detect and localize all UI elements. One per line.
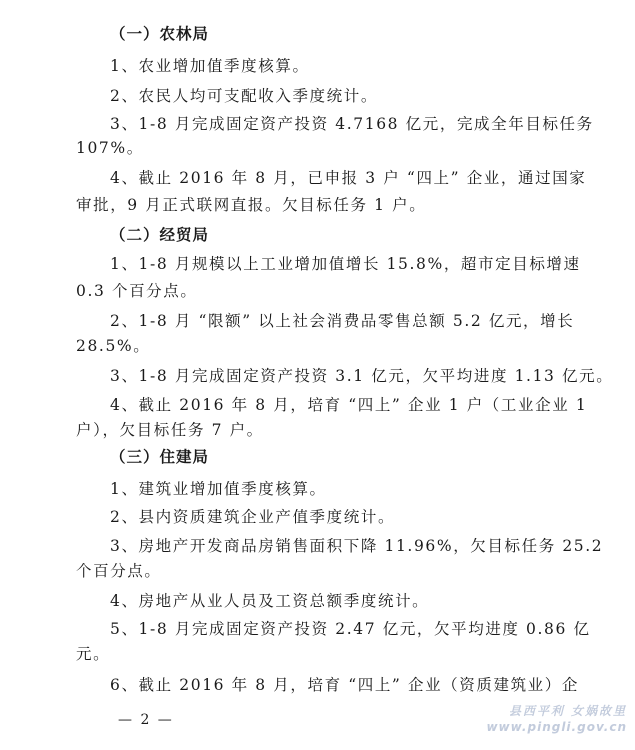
page-number: — 2 — [118,712,174,728]
paragraph-line: 3、房地产开发商品房销售面积下降 11.96%，欠目标任务 25.2 [110,537,604,555]
paragraph-line: 1、1-8 月规模以上工业增加值增长 15.8%，超市定目标增速 [110,255,581,273]
paragraph-line: 107%。 [76,139,144,157]
section-heading: （一）农林局 [110,25,210,43]
watermark-url: www.pingli.gov.cn [486,720,627,734]
paragraph-line: 5、1-8 月完成固定资产投资 2.47 亿元，欠平均进度 0.86 亿 [110,620,591,638]
paragraph-line: 4、截止 2016 年 8 月，培育 “四上” 企业 1 户（工业企业 1 [110,396,588,414]
paragraph-line: 审批，9 月正式联网直报。欠目标任务 1 户。 [76,196,427,214]
paragraph-line: 28.5%。 [76,337,151,355]
paragraph-line: 个百分点。 [76,562,162,580]
section-heading: （三）住建局 [110,448,210,466]
paragraph-line: 3、1-8 月完成固定资产投资 3.1 亿元，欠平均进度 1.13 亿元。 [110,367,614,385]
paragraph-line: 1、农业增加值季度核算。 [110,57,310,75]
paragraph-line: 户），欠目标任务 7 户。 [76,421,264,439]
section-heading: （二）经贸局 [110,226,210,244]
paragraph-line: 元。 [76,645,111,663]
paragraph-line: 2、1-8 月 “限额” 以上社会消费品零售总额 5.2 亿元，增长 [110,312,575,330]
watermark-title: 县西平利 女娲故里 [508,704,627,718]
paragraph-line: 4、截止 2016 年 8 月，已申报 3 户 “四上” 企业，通过国家 [110,169,587,187]
paragraph-line: 4、房地产从业人员及工资总额季度统计。 [110,592,430,610]
watermark [447,703,627,735]
paragraph-line: 3、1-8 月完成固定资产投资 4.7168 亿元，完成全年目标任务 [110,115,594,133]
paragraph-line: 1、建筑业增加值季度核算。 [110,480,327,498]
paragraph-line: 2、县内资质建筑企业产值季度统计。 [110,508,396,526]
paragraph-line: 2、农民人均可支配收入季度统计。 [110,87,378,105]
paragraph-line: 0.3 个百分点。 [76,282,198,300]
paragraph-line: 6、截止 2016 年 8 月，培育 “四上” 企业（资质建筑业）企 [110,676,579,694]
